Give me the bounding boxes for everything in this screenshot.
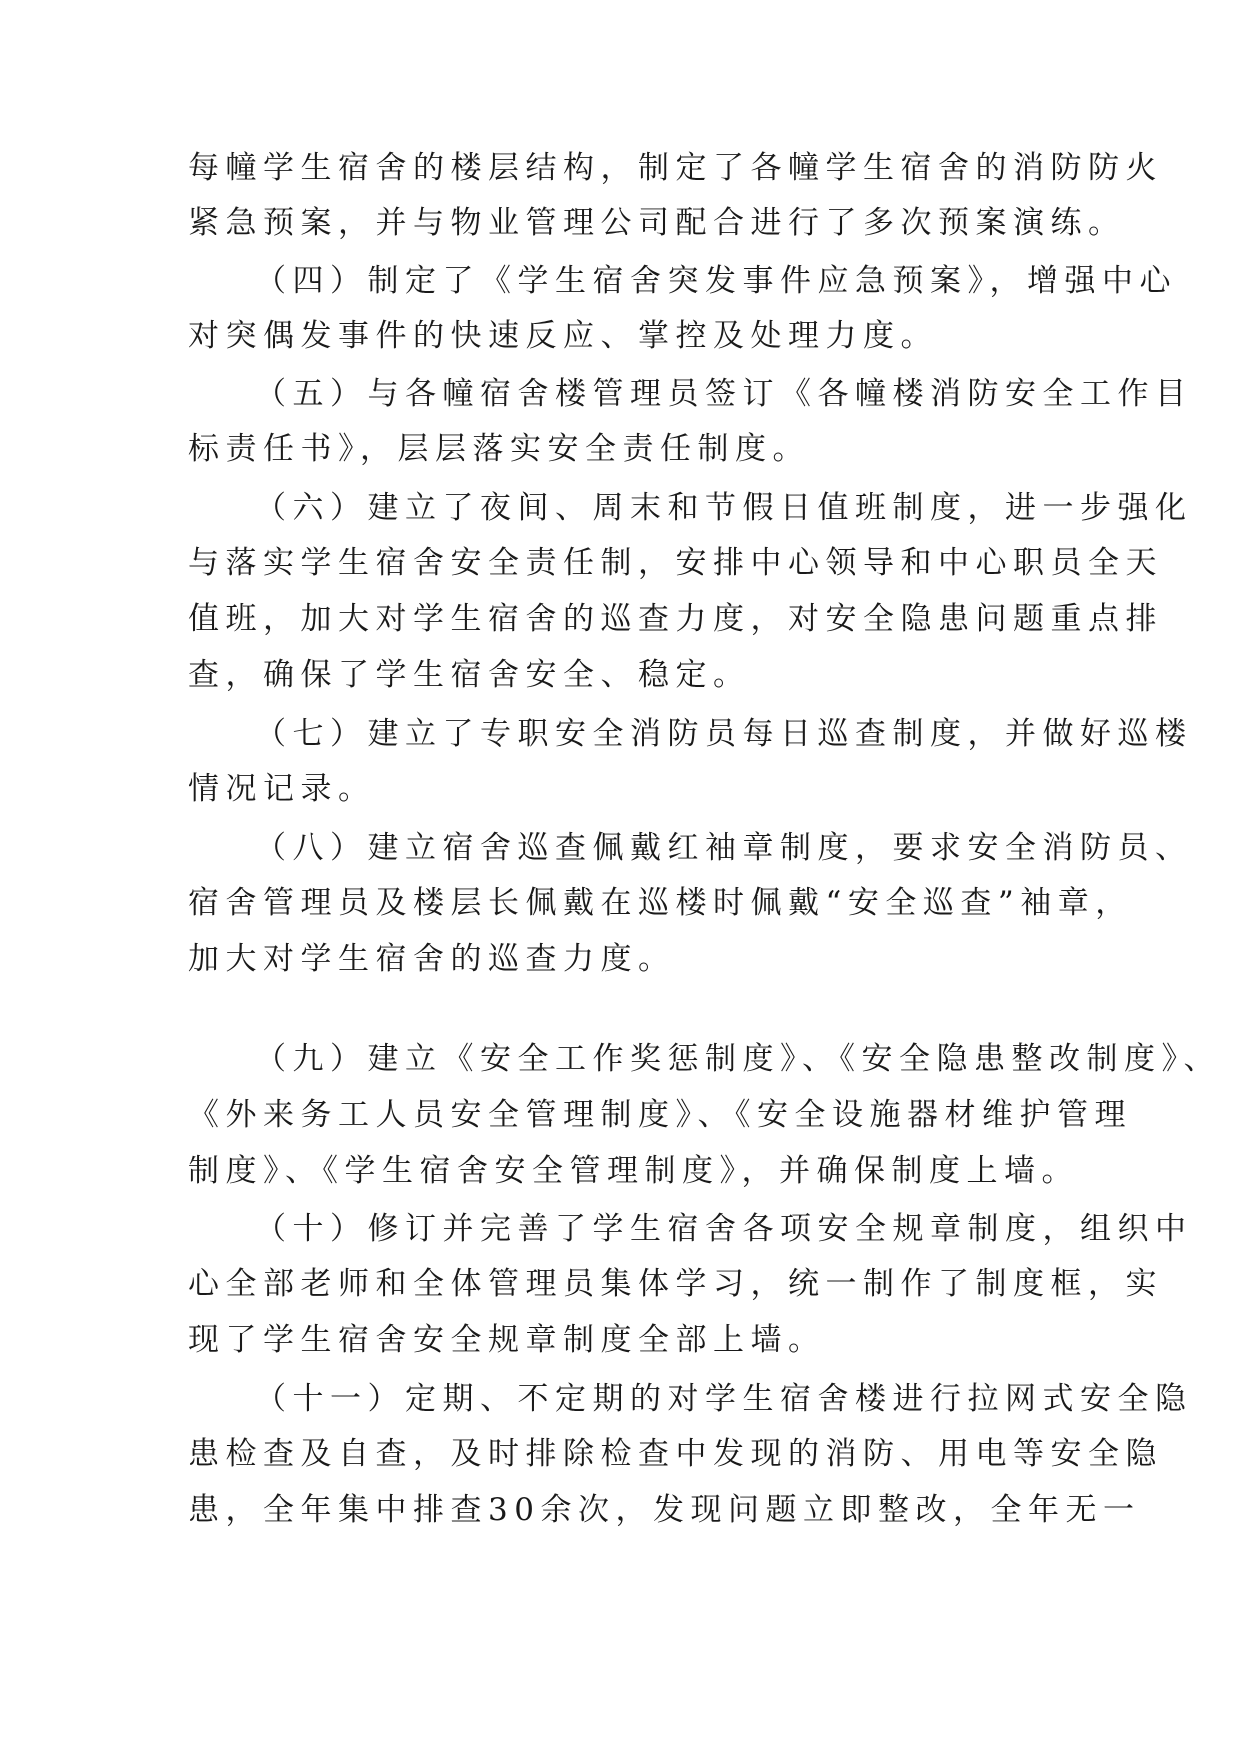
text-line: 对突偶发事件的快速反应、掌控及处理力度。 [188,318,938,354]
text-line: 值班，加大对学生宿舍的巡查力度，对安全隐患问题重点排 [188,601,1163,637]
text-line: 《外来务工人员安全管理制度》、《安全设施器材维护管理 [188,1097,1132,1133]
text-line: 制度》、《学生宿舍安全管理制度》，并确保制度上墙。 [188,1153,1079,1189]
text-line: 与落实学生宿舍安全责任制，安排中心领导和中心职员全天 [188,545,1163,581]
paragraph-ten-start: （十）修订并完善了学生宿舍各项安全规章制度，组织中 [255,1211,1193,1247]
paragraph-nine-start: （九）建立《安全工作奖惩制度》、《安全隐患整改制度》、 [255,1041,1221,1077]
text-line: 情况记录。 [188,771,376,807]
paragraph-six-start: （六）建立了夜间、周末和节假日值班制度，进一步强化 [255,490,1193,526]
text-line: 患，全年集中排查30余次，发现问题立即整改，全年无一 [188,1492,1141,1528]
text-line: 现了学生宿舍安全规章制度全部上墙。 [188,1322,826,1358]
text-line: 心全部老师和全体管理员集体学习，统一制作了制度框，实 [188,1266,1163,1302]
text-line: 患检查及自查，及时排除检查中发现的消防、用电等安全隐 [188,1436,1163,1472]
text-line: 宿舍管理员及楼层长佩戴在巡楼时佩戴“安全巡查”袖章， [188,885,1133,921]
text-line: 查，确保了学生宿舍安全、稳定。 [188,657,751,693]
paragraph-five-start: （五）与各幢宿舍楼管理员签订《各幢楼消防安全工作目 [255,376,1193,412]
paragraph-eleven-start: （十一）定期、不定期的对学生宿舍楼进行拉网式安全隐 [255,1381,1193,1417]
text-line: 加大对学生宿舍的巡查力度。 [188,941,676,977]
paragraph-eight-start: （八）建立宿舍巡查佩戴红袖章制度，要求安全消防员、 [255,830,1193,866]
text-line: 紧急预案，并与物业管理公司配合进行了多次预案演练。 [188,205,1126,241]
paragraph-four-start: （四）制定了《学生宿舍突发事件应急预案》，增强中心 [255,263,1177,299]
paragraph-seven-start: （七）建立了专职安全消防员每日巡查制度，并做好巡楼 [255,716,1193,752]
text-line: 标责任书》，层层落实安全责任制度。 [188,431,810,467]
text-line: 每幢学生宿舍的楼层结构，制定了各幢学生宿舍的消防防火 [188,150,1163,186]
